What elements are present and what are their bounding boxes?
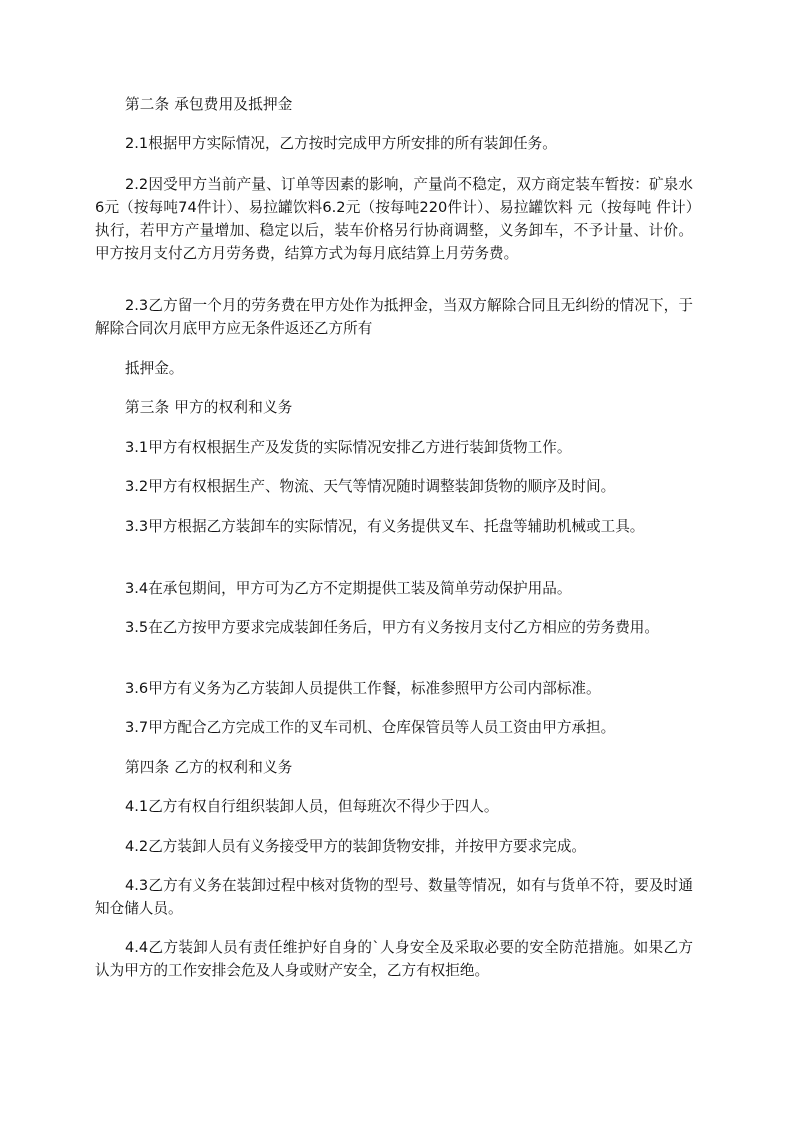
clause-4-4: 4.4乙方装卸人员有责任维护好自身的`人身安全及采取必要的安全防范措施。如果乙方认为甲方的工作安排会危及人身或财产安全，乙方有权拒绝。 [95,939,693,979]
clause-2-3: 2.3乙方留一个月的劳务费在甲方处作为抵押金，当双方解除合同且无纠纷的情况下，于解除合同次月底甲方应无条件返还乙方所有 [95,297,693,337]
clause-3-7: 3.7甲方配合乙方完成工作的叉车司机、仓库保管员等人员工资由甲方承担。 [125,719,616,736]
section-heading-4: 第四条 乙方的权利和义务 [125,759,293,776]
clause-3-5: 3.5在乙方按甲方要求完成装卸任务后，甲方有义务按月支付乙方相应的劳务费用。 [125,619,659,636]
clause-2-2: 2.2因受甲方当前产量、订单等因素的影响，产量尚不稳定，双方商定装车暂按：矿泉水6元（按每吨74件计）、易拉罐饮料6.2元（按每吨220件计）、易拉罐饮料 元（按每吨 件计）执行，若甲方产量增加、稳定以后，装车价格另行协商调整，义务卸车，不予计量、计价。甲方按月支付乙方月劳务费，结算方式为每月底结算上月劳务费。 [95,176,693,262]
clause-4-1: 4.1乙方有权自行组织装卸人员，但每班次不得少于四人。 [125,798,499,815]
clause-4-2: 4.2乙方装卸人员有义务接受甲方的装卸货物安排，并按甲方要求完成。 [125,838,587,855]
clause-4-3: 4.3乙方有义务在装卸过程中核对货物的型号、数量等情况，如有与货单不符，要及时通知仓储人员。 [95,877,693,917]
clause-2-3-continued: 抵押金。 [125,360,184,377]
clause-3-6: 3.6甲方有义务为乙方装卸人员提供工作餐，标准参照甲方公司内部标准。 [125,680,601,697]
section-heading-3: 第三条 甲方的权利和义务 [125,399,293,416]
clause-3-4: 3.4在承包期间，甲方可为乙方不定期提供工装及简单劳动保护用品。 [125,580,572,597]
clause-3-2: 3.2甲方有权根据生产、物流、天气等情况随时调整装卸货物的顺序及时间。 [125,478,616,495]
clause-2-1: 2.1根据甲方实际情况，乙方按时完成甲方所安排的所有装卸任务。 [125,135,557,152]
clause-3-3: 3.3甲方根据乙方装卸车的实际情况，有义务提供叉车、托盘等辅助机械或工具。 [125,518,645,535]
clause-3-1: 3.1甲方有权根据生产及发货的实际情况安排乙方进行装卸货物工作。 [125,439,572,456]
section-heading-2: 第二条 承包费用及抵押金 [125,96,293,113]
